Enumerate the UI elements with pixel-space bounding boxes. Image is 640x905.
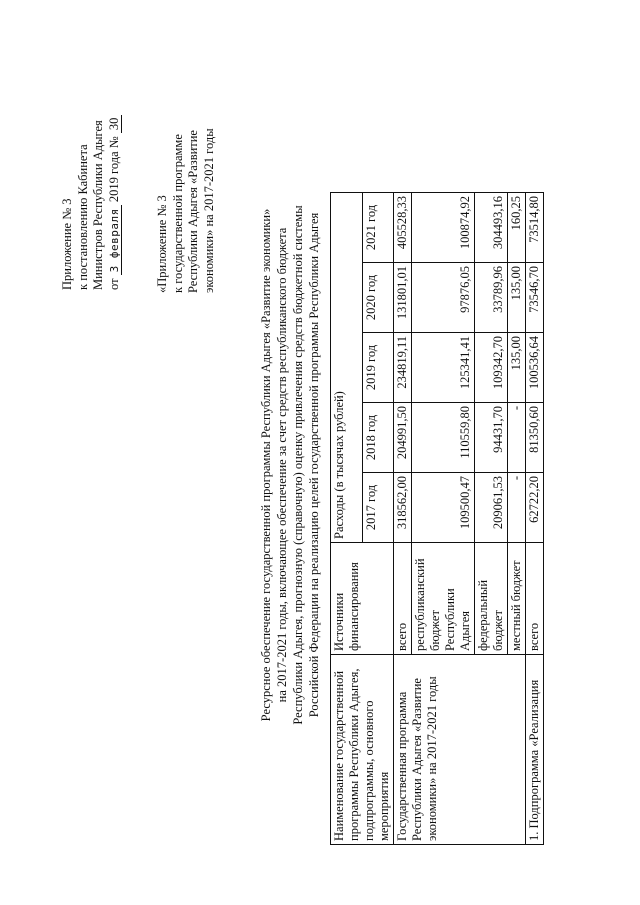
value-cell: 135,00	[508, 263, 526, 333]
value-cell: 62722,20	[526, 473, 544, 543]
appendix-line: экономики» на 2017-2021 годы	[201, 128, 216, 293]
value-cell: 405528,33	[394, 193, 412, 263]
source-cell: всего	[394, 543, 412, 655]
table-row	[394, 193, 412, 845]
title-line: Ресурсное обеспечение государственной программы Республики Адыгея «Развитие экономики»	[259, 208, 273, 722]
appendix-note-program	[155, 95, 217, 293]
value-cell: 160,25	[508, 193, 526, 263]
value-cell: 304493,16	[475, 193, 508, 263]
value-cell: 109342,70	[475, 333, 508, 403]
value-cell: 94431,70	[475, 403, 508, 473]
source-cell: федеральный бюджет	[475, 543, 508, 655]
value-cell: 234819,11	[394, 333, 412, 403]
header-name: Наименование государственной программы Республики Адыгея, подпрограммы, основного мероприятия	[331, 655, 394, 845]
value-cell: 73514,80	[526, 193, 544, 263]
resource-table	[330, 192, 544, 845]
table-header-row	[331, 193, 363, 845]
appendix-title: Приложение № 3	[60, 198, 74, 290]
year-header: 2021 год	[362, 193, 394, 263]
date-prefix: от	[106, 278, 121, 290]
value-cell: 33789,96	[475, 263, 508, 333]
year-header: 2018 год	[362, 403, 394, 473]
title-line: на 2017-2021 годы, включающее обеспечение за счет средств республиканского бюджета	[275, 227, 289, 703]
value-cell: 135,00	[508, 333, 526, 403]
source-cell: местный бюджет	[508, 543, 526, 655]
year-header: 2019 год	[362, 333, 394, 403]
appendix-date-line	[107, 100, 123, 290]
value-cell: 97876,05	[412, 263, 475, 333]
value-cell: 73546,70	[526, 263, 544, 333]
value-cell: 100874,92	[412, 193, 475, 263]
appendix-line: Республики Адыгея «Развитие	[186, 130, 200, 293]
value-cell: -	[508, 403, 526, 473]
resolution-number: 30	[107, 115, 122, 134]
appendix-line: к государственной программе	[170, 134, 185, 293]
header-expenses: Расходы (в тысячах рублей)	[331, 193, 363, 543]
value-cell: 100536,64	[526, 333, 544, 403]
value-cell: 110559,80	[412, 403, 475, 473]
appendix-title: «Приложение № 3	[155, 195, 169, 293]
value-cell: 131801,01	[394, 263, 412, 333]
value-cell: 81350,60	[526, 403, 544, 473]
subprogram-name: 1. Подпрограмма «Реализация	[526, 655, 544, 845]
source-cell: республиканский бюджет Республики Адыгея	[412, 543, 475, 655]
appendix-line: к постановлению Кабинета	[75, 144, 90, 290]
value-cell: 209061,53	[475, 473, 508, 543]
appendix-note-top	[60, 100, 122, 290]
appendix-line: Министров Республики Адыгея	[91, 120, 105, 290]
value-cell: 204991,50	[394, 403, 412, 473]
header-source: Источники финансирования	[331, 543, 394, 655]
title-line: Республики Адыгея, прогнозную (справочную) оценку привлечения средств бюджетной системы	[291, 205, 305, 725]
source-cell: всего	[526, 543, 544, 655]
document-title	[258, 145, 322, 785]
year-header: 2017 год	[362, 473, 394, 543]
year-header: 2020 год	[362, 263, 394, 333]
value-cell: 109500,47	[412, 473, 475, 543]
title-line: Российской Федерации на реализацию целей государственной программы Республики Адыгея	[307, 212, 321, 718]
handwritten-date: 3 февраля	[108, 205, 122, 275]
value-cell: -	[508, 473, 526, 543]
program-name: Государственная программа Республики Адыгея «Развитие экономики» на 2017-2021 годы	[394, 655, 526, 845]
table-row	[526, 193, 544, 845]
value-cell: 125341,41	[412, 333, 475, 403]
value-cell: 318562,00	[394, 473, 412, 543]
date-middle: 2019 года №	[106, 136, 121, 203]
